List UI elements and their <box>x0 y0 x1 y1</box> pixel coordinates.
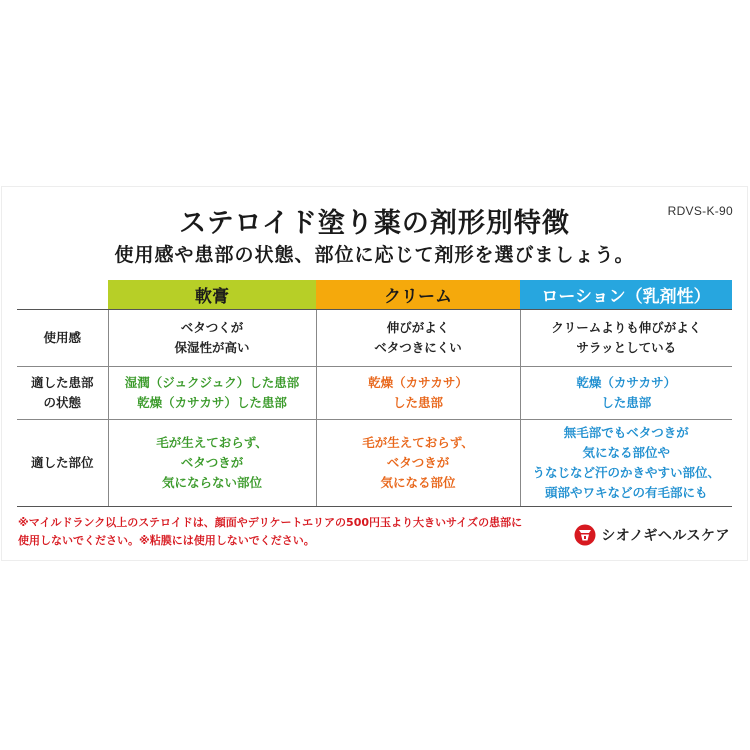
cell-line: 伸びがよく <box>386 320 450 335</box>
cell-condition-nanko <box>108 367 316 420</box>
cell-line: 乾燥（カサカサ） <box>368 375 468 390</box>
row-label-area <box>17 420 108 507</box>
cell-area-cream <box>316 420 520 507</box>
caution-note <box>18 514 578 550</box>
page-title: ステロイド塗り薬の剤形別特徴 <box>179 208 570 239</box>
header-nanko: 軟膏 <box>108 280 316 310</box>
cell-line: ベタつきが <box>386 455 450 470</box>
cell-condition-cream <box>316 367 520 420</box>
product-code: RDVS-K-90 <box>667 204 733 218</box>
cell-line: した患部 <box>601 395 652 410</box>
cell-line: 気にならない部位 <box>161 475 262 490</box>
row-label-line: 適した部位 <box>30 455 94 470</box>
table-row-feel <box>17 310 732 367</box>
brand-name: シオノギヘルスケア <box>601 528 730 544</box>
cell-line: 保湿性が高い <box>174 340 250 355</box>
cell-line: ベタつきにくい <box>374 340 462 355</box>
cell-feel-cream <box>316 310 520 367</box>
cell-line: 無毛部でもベタつきが <box>563 425 689 440</box>
comparison-table <box>17 280 732 507</box>
header-corner <box>17 280 108 310</box>
header-cream: クリーム <box>316 280 520 310</box>
header-lotion: ローション（乳剤性） <box>520 280 732 310</box>
cell-line: 毛が生えておらず、 <box>362 435 474 450</box>
cell-line: ベタつきが <box>180 455 244 470</box>
cell-line: 気になる部位 <box>380 475 456 490</box>
caution-line: ※マイルドランク以上のステロイドは、顔面やデリケートエリアの500円玉より大きいサイズの患部に <box>18 516 523 529</box>
cell-area-nanko <box>108 420 316 507</box>
cell-line: ベタつくが <box>180 320 244 335</box>
cell-line: うなじなど汗のかきやすい部位、 <box>532 465 720 480</box>
row-label-feel <box>17 310 108 367</box>
info-card <box>2 187 747 560</box>
cell-line: 乾燥（カサカサ） <box>576 375 677 390</box>
row-label-line: の状態 <box>43 395 81 410</box>
cell-line: クリームよりも伸びがよく <box>551 320 702 335</box>
shionogi-logo-icon <box>574 524 596 546</box>
table-row-area <box>17 420 732 507</box>
row-label-condition <box>17 367 108 420</box>
cell-line: 気になる部位や <box>582 445 670 460</box>
cell-area-lotion <box>520 420 732 507</box>
cell-line: サラッとしている <box>576 340 677 355</box>
page-subtitle: 使用感や患部の状態、部位に応じて剤形を選びましょう。 <box>114 244 635 266</box>
cell-line: 乾燥（カサカサ）した患部 <box>137 395 287 410</box>
cell-feel-nanko <box>108 310 316 367</box>
cell-line: 頭部やワキなどの有毛部にも <box>544 485 708 500</box>
caution-line: 使用しないでください。※粘膜には使用しないでください。 <box>18 534 315 547</box>
row-label-line: 適した患部 <box>30 375 94 390</box>
cell-line: 毛が生えておらず、 <box>156 435 268 450</box>
cell-line: 湿潤（ジュクジュク）した患部 <box>124 375 300 390</box>
cell-line: した患部 <box>392 395 443 410</box>
row-label-line: 使用感 <box>43 330 81 345</box>
header-row <box>17 280 732 310</box>
cell-feel-lotion <box>520 310 732 367</box>
brand-block <box>574 524 730 546</box>
cell-condition-lotion <box>520 367 732 420</box>
table-row-condition <box>17 367 732 420</box>
